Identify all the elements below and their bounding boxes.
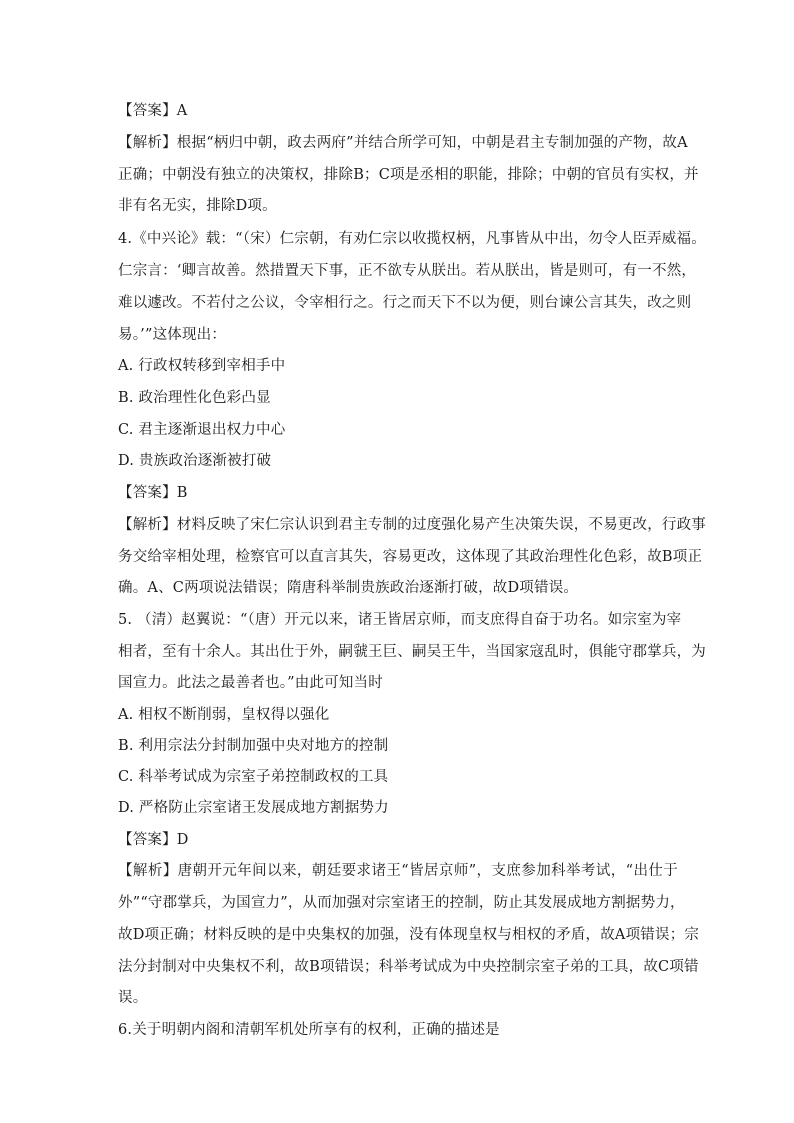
analysis-line: 法分封制对中央集权不利，故B项错误；科举考试成为中央控制宗室子弟的工具，故C项错 [118, 959, 699, 975]
question-line: 难以遽改。不若付之公议，令宰相行之。行之而天下不以为便，则台谏公言其失，改之则 [118, 295, 692, 311]
answer-label: 【答案】A [118, 103, 188, 119]
analysis-line: 确。A、C两项说法错误；隋唐科举制贵族政治逐渐打破，故D项错误。 [118, 580, 579, 596]
analysis-line: 非有名无实，排除D项。 [118, 198, 277, 214]
question-line: 易。’”这体现出： [118, 327, 227, 343]
analysis-line: 务交给宰相处理，检察官可以直言其失，容易更改，这体现了其政治理性化色彩，故B项正 [118, 549, 703, 565]
option-b: B. 政治理性化色彩凸显 [118, 390, 271, 406]
option-a: A. 行政权转移到宰相手中 [118, 358, 286, 374]
option-d: D. 严格防止宗室诸王发展成地方割据势力 [118, 800, 389, 816]
question-line: 6.关于明朝内阁和清朝军机处所享有的权利，正确的描述是 [118, 1022, 500, 1038]
question-line: 5. （清）赵翼说：“（唐）开元以来，诸王皆居京师，而支庶得自奋于功名。如宗室为宰 [118, 612, 682, 628]
analysis-line: 外”“守郡掌兵，为国宣力”，从而加强对宗室诸王的控制，防止其发展成地方割据势力， [118, 895, 685, 911]
question-line: 仁宗言：‘卿言故善。然措置天下事，正不欲专从朕出。若从朕出，皆是则可，有一不然， [118, 263, 697, 279]
option-c: C. 科举考试成为宗室子弟控制政权的工具 [118, 769, 389, 785]
option-c: C. 君主逐渐退出权力中心 [118, 422, 286, 438]
question-line: 4.《中兴论》载：“（宋）仁宗朝，有劝仁宗以收揽权柄，凡事皆从中出，勿令人臣弄威福。 [118, 231, 706, 247]
option-a: A. 相权不断削弱，皇权得以强化 [118, 707, 330, 723]
analysis-line: 【解析】材料反映了宋仁宗认识到君主专制的过度强化易产生决策失误，不易更改，行政事 [118, 517, 706, 533]
option-d: D. 贵族政治逐渐被打破 [118, 453, 272, 469]
analysis-line: 误。 [118, 990, 148, 1006]
analysis-line: 【解析】根据“柄归中朝，政去两府”并结合所学可知，中朝是君主专制加强的产物，故A [118, 135, 688, 151]
question-line: 国宣力。此法之最善者也。”由此可知当时 [118, 675, 383, 691]
analysis-line: 正确；中朝没有独立的决策权，排除B；C项是丞相的职能，排除；中朝的官员有实权，并 [118, 167, 699, 183]
answer-label: 【答案】B [118, 485, 188, 501]
option-b: B. 利用宗法分封制加强中央对地方的控制 [118, 738, 389, 754]
answer-label: 【答案】D [118, 832, 189, 848]
analysis-line: 故D项正确；材料反映的是中央集权的加强，没有体现皇权与相权的矛盾，故A项错误；宗 [118, 927, 700, 943]
question-line: 相者，至有十余人。其出仕于外，嗣虢王巨、嗣吴王牛，当国家寇乱时，俱能守郡掌兵，为 [118, 644, 706, 660]
analysis-line: 【解析】唐朝开元年间以来，朝廷要求诸王“皆居京师”，支庶参加科举考试，“出仕于 [118, 863, 678, 879]
